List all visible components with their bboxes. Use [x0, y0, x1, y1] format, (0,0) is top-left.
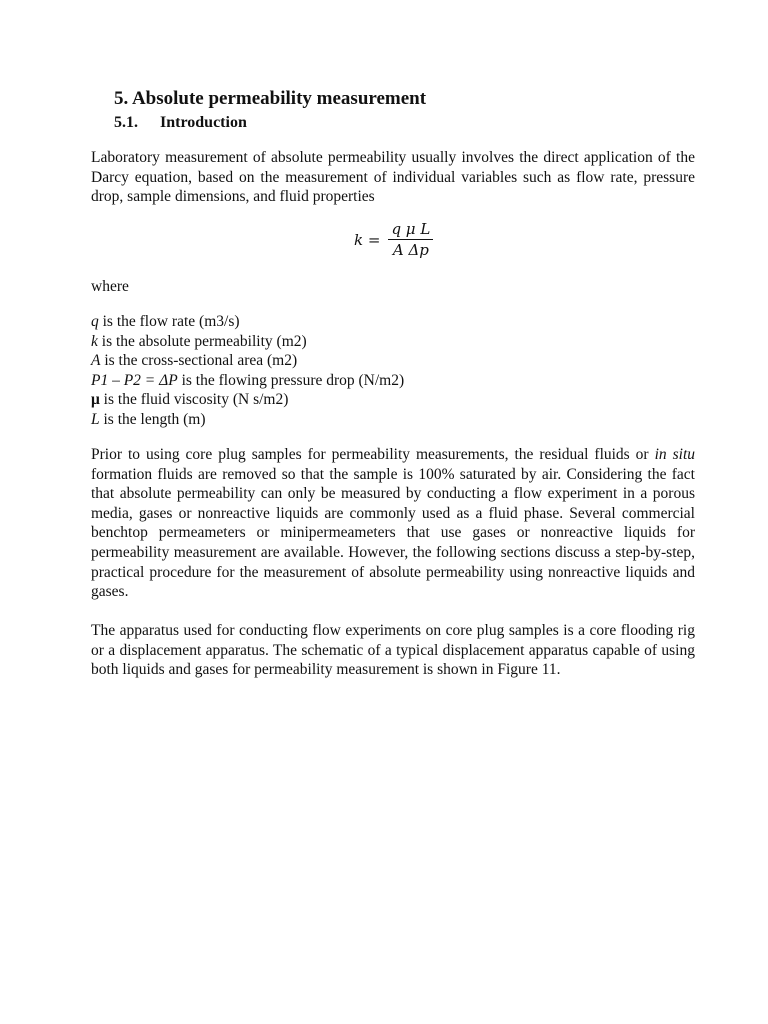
- where-label: where: [91, 278, 129, 295]
- subsection-title: Introduction: [160, 114, 247, 131]
- definition-symbol: q: [91, 313, 99, 330]
- equation-fraction: [388, 220, 433, 259]
- subsection-heading: [114, 114, 247, 132]
- variable-definitions: [91, 312, 404, 430]
- definition-symbol: P1 – P2 = ΔP: [91, 371, 178, 389]
- intro-paragraph: Laboratory measurement of absolute permeability usually involves the direct application of the Darcy equation, based on the measurement of individual variables such as flow rate, pressure drop, sample dimensions, and fluid properties: [91, 149, 695, 206]
- definition-text: is the cross-sectional area (m2): [100, 352, 298, 370]
- sample-preparation-paragraph: [91, 445, 695, 602]
- definition-row: [91, 410, 404, 430]
- definition-text: is the flowing pressure drop (N/m2): [177, 371, 405, 389]
- paragraph-text: Prior to using core plug samples for permeability measurements, the residual fluids or: [91, 446, 655, 463]
- definition-text: is the flow rate (m3/s): [98, 313, 240, 330]
- definition-symbol: A: [91, 352, 101, 370]
- definition-row: [91, 332, 404, 352]
- definition-symbol: μ: [91, 391, 100, 409]
- definition-row: [91, 312, 404, 332]
- italic-term: in situ: [654, 446, 695, 463]
- apparatus-paragraph: The apparatus used for conducting flow experiments on core plug samples is a core flooding rig or a displacement apparatus. The schematic of a typical displacement apparatus capable of using both liquids and gases for permeability measurement is shown in Figure 11.: [91, 622, 695, 679]
- definition-row: [91, 390, 404, 410]
- paragraph-text: formation fluids are removed so that the sample is 100% saturated by air. Considering the fact that absolute permeability can only be measured by conducting a flow experiment in a porous media, gases or nonreactive liquids are commonly used as a fluid phase. Several commercial benchtop permeameters or minipermeameters that use gases or nonreactive liquids for permeability measurement are available. However, the following sections discuss a step-by-step, practical procedure for the measurement of absolute permeability using nonreactive liquids and gases.: [91, 465, 695, 601]
- definition-row: [91, 371, 404, 391]
- section-heading: 5. Absolute permeability measurement: [114, 88, 427, 109]
- definition-text: is the absolute permeability (m2): [97, 332, 307, 350]
- definition-symbol: L: [91, 410, 100, 428]
- equation-numerator: q μ L: [388, 220, 433, 240]
- subsection-number: 5.1.: [114, 114, 138, 131]
- equation-denominator: A Δp: [392, 241, 429, 259]
- definition-row: [91, 351, 404, 371]
- darcy-equation: [354, 220, 433, 259]
- definition-text: is the fluid viscosity (N s/m2): [99, 391, 289, 409]
- equation-lhs: k =: [354, 230, 381, 249]
- definition-text: is the length (m): [99, 410, 206, 428]
- definition-symbol: k: [91, 332, 98, 350]
